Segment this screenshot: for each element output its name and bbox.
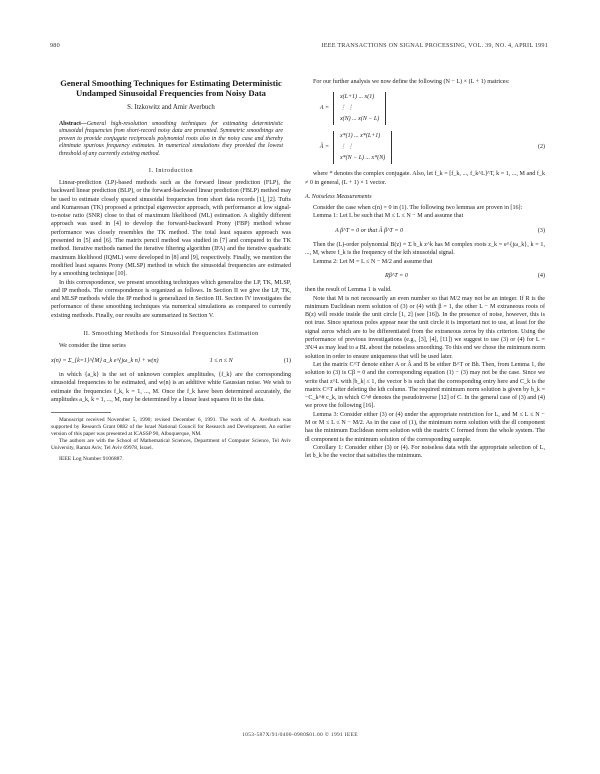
section-heading-smoothing: II. Smoothing Methods for Sinusoidal Frequencies Estimation bbox=[83, 331, 259, 338]
lemma-1: Lemma 1: Let L be such that M ≤ L ≤ N − M and assume that bbox=[313, 213, 464, 220]
subsection-noiseless: A. Noiseless Measurements bbox=[305, 193, 372, 200]
matrix-intro: For our further analysis we now define the following (N − L) × (L + 1) matrices: bbox=[313, 79, 510, 85]
matrix-b bbox=[305, 131, 545, 164]
matrix-a-row: x(L+1) ... x(1) bbox=[340, 94, 375, 101]
footnote-manuscript: Manuscript received November 5, 1990; revised December 6, 1991. The work of A. Averbuch was supported by Research Grant 0882 of the Israel National Council for Research and Development. An earlier version of this paper was presented at ICASSP 90, Albuquerque, NM. bbox=[51, 417, 291, 437]
lemma-2: Lemma 2: Let M = L ≤ N − M/2 and assume that bbox=[313, 258, 433, 265]
left-column bbox=[51, 78, 291, 463]
equation-1-number: (1) bbox=[283, 357, 291, 364]
matrix-equation-number: (2) bbox=[538, 144, 545, 151]
ieee-log-number: IEEE Log Number 9106887. bbox=[59, 455, 124, 462]
equation-1-range: 1 ≤ n ≤ N bbox=[209, 357, 233, 364]
after-matrix-text: where * denotes the complex conjugate. Also, let f_k = [f_k, ..., f_k^L]^T, k = 1, ..., M and f_k ≠ 0 in general, (L + 1) × 1 vector. bbox=[305, 171, 545, 186]
footnote-rule bbox=[51, 412, 111, 413]
matrix-c-paragraph: Let the matrix C^T denote either A or Â and B be either B^T or Bh. Then, from Lemma 1, the solution to (3) is Cβ = 0 and the corresponding equation (1) − (3) may not be the case. Since we write that z^L with |b_k| ≤ 1, the vector b is such that the corresponding entry here and C_k is the matrix C^T after deleting the kth column. The required minimum norm solution is given by b_k = −C_k^# c_k, in which C^# denotes the pseudoinverse [12] of C. In the general case of (3) and (4) we prove the following [16]. bbox=[305, 361, 545, 410]
intro-paragraph-2: In this correspondence, we present smoothing techniques which generalize the LP, TK, MLSP, and IP methods. The correspondence is organized as follows. In Section II we give the LP, TK, and MLSP methods while the IP method is generalized in Section III. Section IV investigates the performance of these smoothing techniques via numerical simulations as compared to currently existing methods. Finally, our results are summarized in Section V. bbox=[51, 279, 291, 319]
matrix-a-row: x(N) ... x(N − L) bbox=[340, 116, 380, 123]
matrix-b-row: ⋮ ⋮ bbox=[340, 144, 354, 151]
noiseless-intro: Consider the case when c(n) = 0 in (1). The following two lemmas are proven in [16]: bbox=[313, 205, 523, 212]
abstract-label: Abstract— bbox=[59, 120, 87, 127]
paper-title: General Smoothing Techniques for Estimating Deterministic Undamped Sinusoidal Frequencies from Noisy Data bbox=[60, 78, 282, 99]
matrix-b-body bbox=[333, 131, 392, 164]
equation-4-body: Rβ^T = 0 bbox=[385, 272, 408, 279]
section-heading-introduction: I. Introduction bbox=[148, 167, 194, 174]
page-number: 980 bbox=[50, 42, 60, 49]
equation-1-lhs: x(n) = Σ_{k=1}^{M} a_k e^{jω_k n} + w(n) bbox=[51, 357, 159, 364]
matrix-a bbox=[305, 92, 545, 125]
journal-header: IEEE TRANSACTIONS ON SIGNAL PROCESSING, VOL. 39, NO. 4, APRIL 1991 bbox=[321, 42, 548, 49]
section2-paragraph-1: in which {a_k} is the set of unknown complex amplitudes, {f_k} are the corresponding sinusoidal frequencies to be estimated, and w(n) is an additive white Gaussian noise. We wish to estimate the frequencies f_k, k = 1, ..., M. Once the f_k have been determined accurately, the amplitudes a_k, k = 1, ..., M, may be determined by a linear least squares fit to the data. bbox=[51, 371, 291, 403]
after-equation-4: then the result of Lemma 1 is valid. bbox=[305, 287, 392, 294]
right-column bbox=[305, 78, 545, 461]
matrix-a-row: ⋮ ⋮ bbox=[340, 105, 354, 112]
equation-4 bbox=[305, 272, 545, 280]
matrix-b-row: x*(N − L) ... x*(N) bbox=[340, 155, 386, 162]
paper-authors: S. Itzkowitz and Amir Averbuch bbox=[127, 104, 215, 112]
matrix-b-row: x*(1) ... x*(L+1) bbox=[340, 133, 381, 140]
footnote-affiliation: The authors are with the School of Mathematical Sciences, Department of Computer Science, Tel Aviv University, Ramat Aviv, Tel Aviv 69978, Israel. bbox=[51, 437, 291, 451]
equation-3-body: A β^T = 0 or that Â β^T = 0 bbox=[335, 227, 404, 234]
after-equation-3: Then the (L)-order polynomial B(z) = Σ b_k z^k has M complex roots z_k = e^{jω_k}, k = 1, ..., M, where f_k is the frequency of the kth sinusoidal signal. bbox=[305, 242, 545, 257]
lemma-3: Lemma 3: Consider either (3) or (4) under the appropriate restriction for L, and M ≤ L ≤ N − M or M ≤ L ≤ N − M/2. As in the case of (1), the minimum norm solution with the dl component has the minimum Euclidean norm solution with the matrix C formed from the whole system. The dl component is the minimum solution of the corresponding sample. bbox=[305, 411, 545, 443]
note-paragraph: Note that M is not necessarily an even number so that M/2 may not be an integer. If R is the minimum Euclidean norm solution of (3) or (4) with β = 1, the other L − M extraneous roots of B(z) will reside inside the unit circle [1, 2] (see [16]). In the presence of noise, however, this is not true. Since spurious poles appear near the unit circle it is important not to use, at least for the signal zeros which are to be differentiated from the extraneous zeros by this criterion. Using the performance of previous investigations (e.g., [3], [4], [11]) we suggest to use (3) or (4) for L = 3N/4 as may lead to a BL about the noiseless smoothing. To this end we chose the minimum norm solution in order to ensure uniqueness that will be used later. bbox=[305, 295, 545, 360]
equation-1 bbox=[51, 357, 291, 365]
abstract bbox=[59, 121, 283, 159]
matrix-a-label: A = bbox=[319, 105, 329, 112]
equation-3 bbox=[305, 227, 545, 235]
intro-paragraph-1: Linear-prediction (LP)-based methods such as the forward linear prediction (FLP), the backward linear prediction (BLP), or the forward-backward linear prediction (FBLP) method may be used to estimate closely spaced sinusoidal frequencies from short data records [1], [2]. Tufts and Kumaresan (TK) proposed a principal eigenvector approach, with performance at low signal-to-noise ratio (SNR) close to that of maximum likelihood (ML) estimation. A slightly different approach was used in [4] to develop the forward-backward Prony (FBP) method whose performance was closely resembles the TK method. The total least squares approach was presented in [5] and [6]. The matrix pencil method was studied in [7] and compared to the TK method. Iterative methods named the iterative filtering algorithm (IFA) and the iterative quadratic maximum likelihood (IQML) were developed in [8] and [9], respectively. Finally, we mention the modified least squares Prony (MLSP) method in which the sinusoidal frequencies are estimated by a smoothing technique [10]. bbox=[51, 179, 291, 278]
matrix-b-label: Â = bbox=[319, 144, 329, 151]
matrix-a-body bbox=[333, 92, 386, 125]
abstract-text: General high-resolution smoothing techniques for estimating deterministic sinusoidal frequencies from short-record noisy data are presented. Symmetric smoothings are proven to provide conjugate reciprocals polynomial roots also in the noisy case and thereby eliminate spurious frequency estimates. In numerical simulations they provided the lowest threshold of any currently existing method. bbox=[59, 120, 283, 158]
equation-4-number: (4) bbox=[537, 272, 545, 279]
copyright-code: 1053-587X/91/0400-0980$01.00 © 1991 IEEE bbox=[242, 732, 358, 738]
section2-intro: We consider the time series bbox=[59, 343, 126, 350]
corollary-1: Corollary 1: Consider either (3) or (4). For noiseless data with the appropriate selection of L, let b_k be the vector that satisfies the minimum. bbox=[305, 444, 545, 460]
equation-3-number: (3) bbox=[537, 227, 545, 234]
